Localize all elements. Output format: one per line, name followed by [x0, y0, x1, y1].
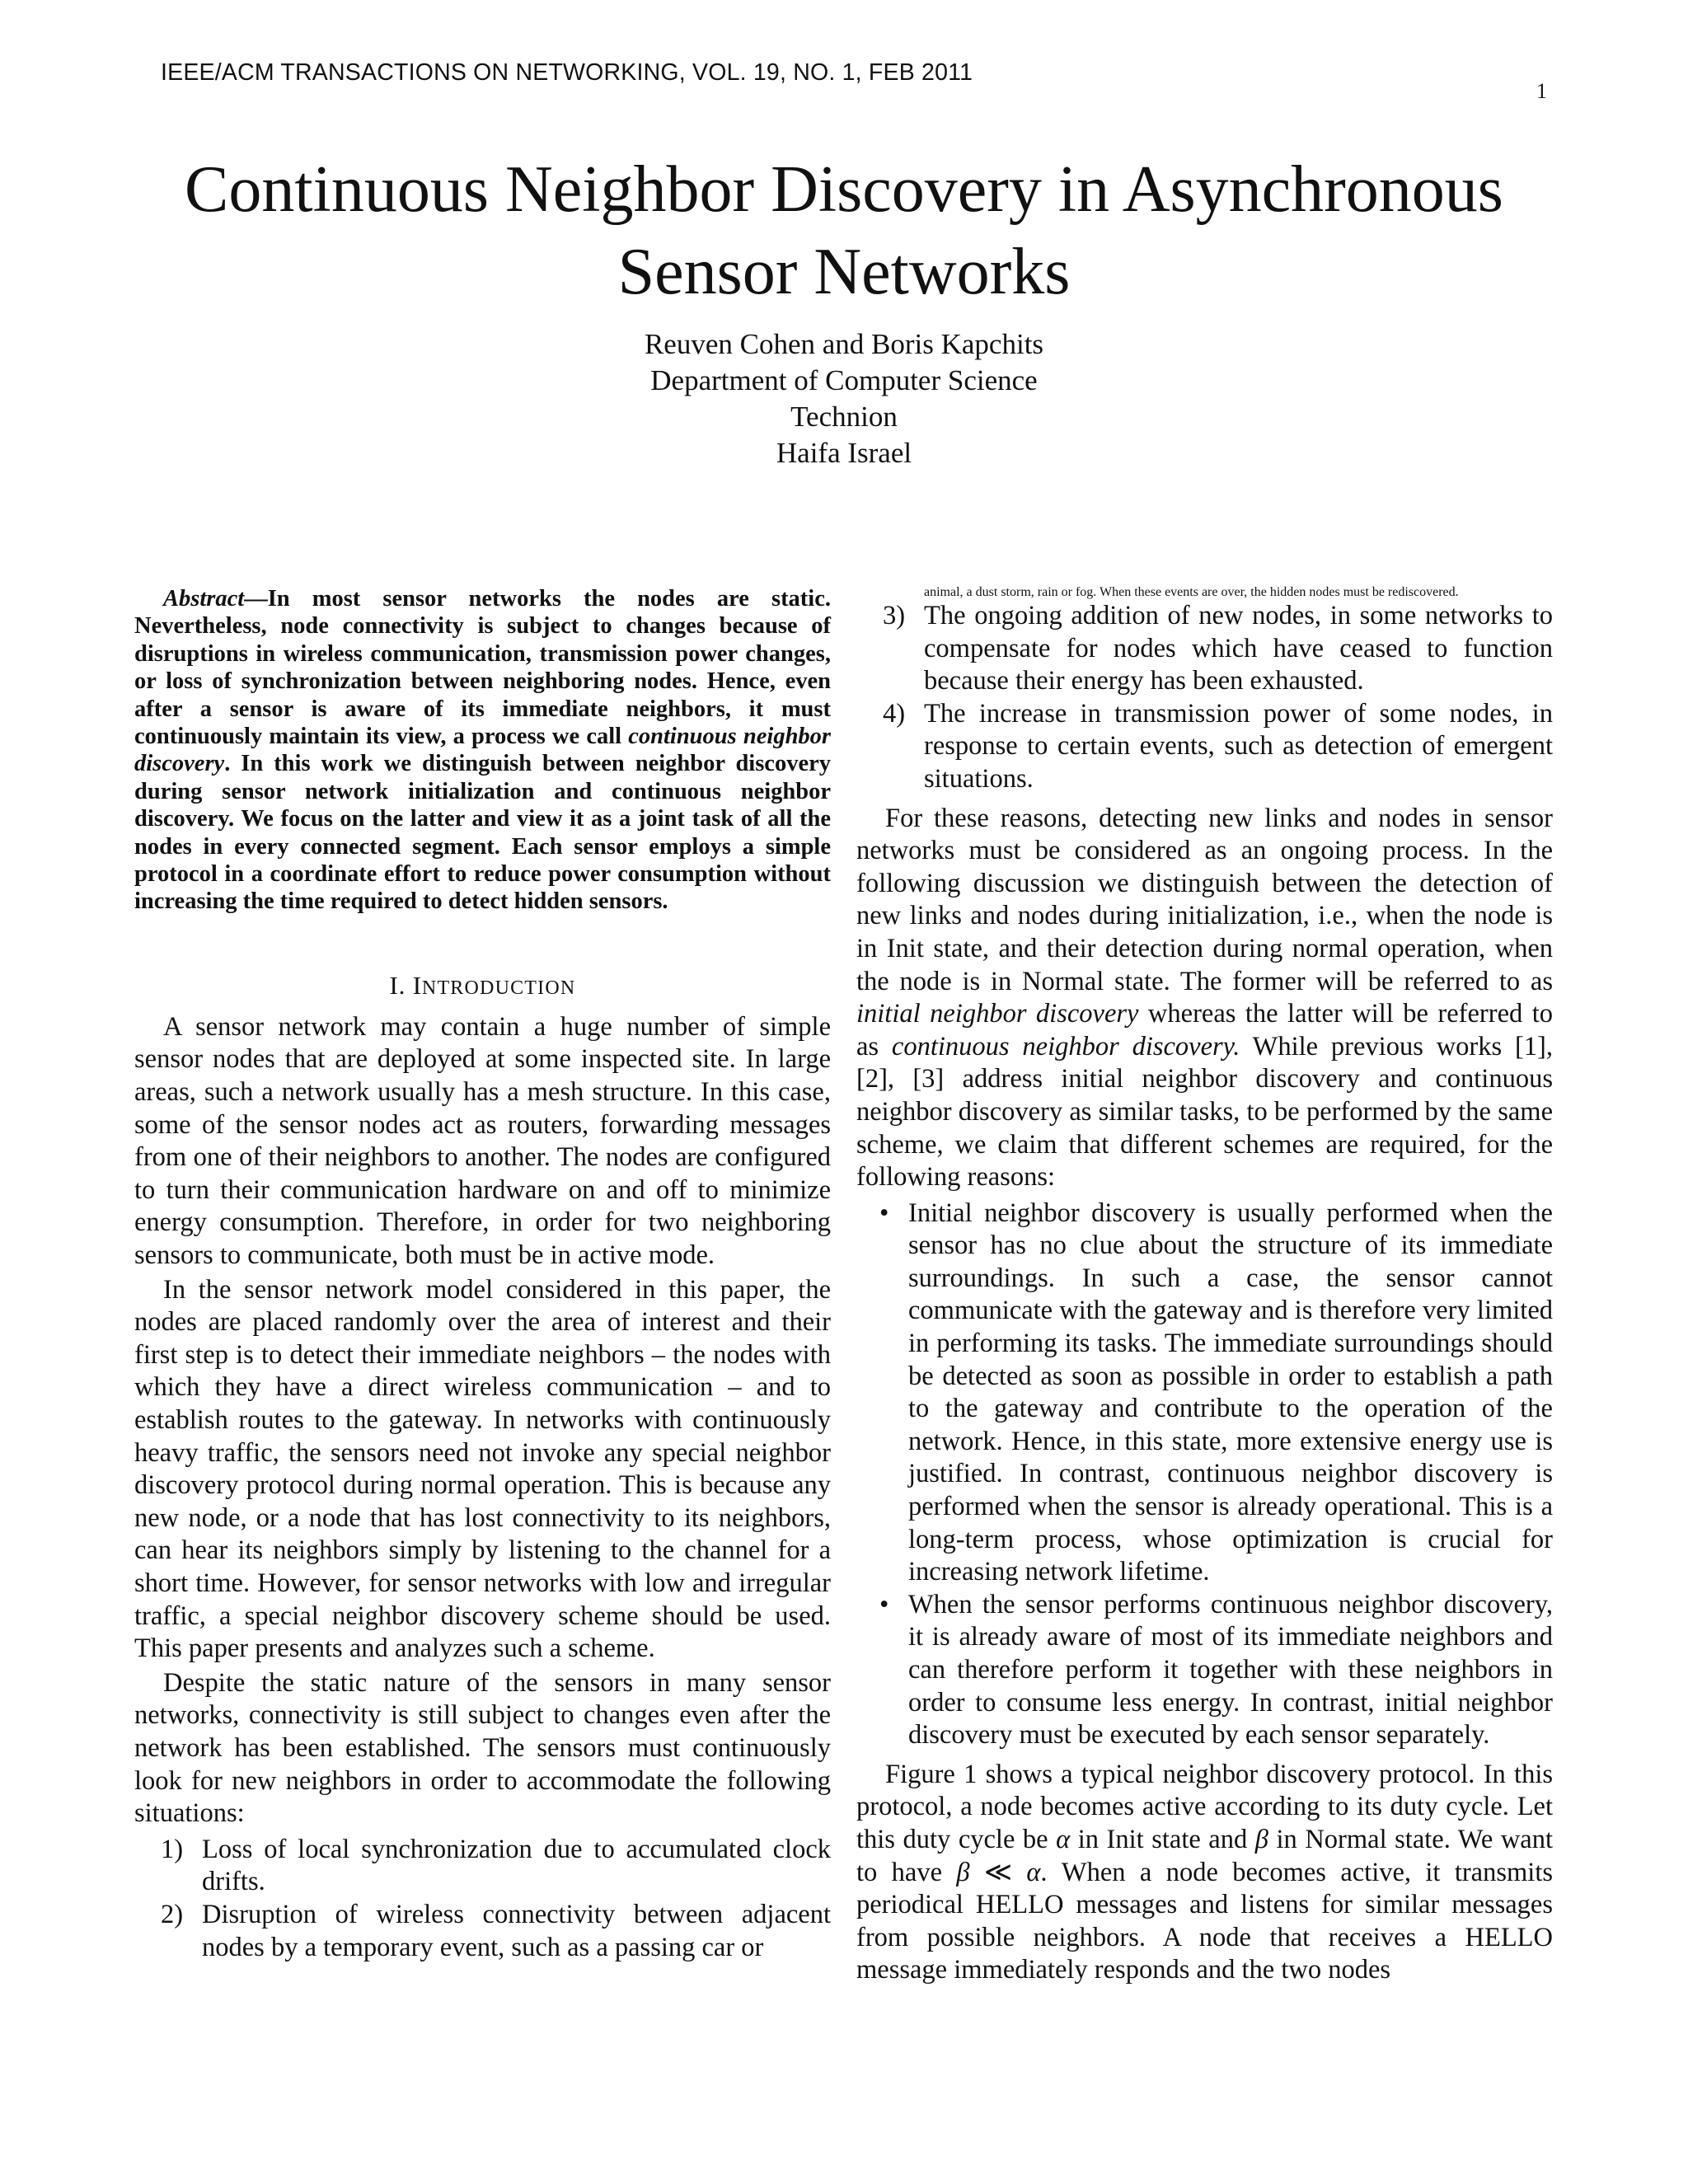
- body-paragraph-figure1: [856, 1759, 1553, 1987]
- intro-paragraph-1: A sensor network may contain a huge number of simple sensor nodes that are deployed at some inspected site. In large areas, such a network usually has a mesh structure. In this case, some of the sensor nodes act as routers, forwarding messages from one of their neighbors to another. The nodes are configured to turn their communication hardware on and off to minimize energy consumption. Therefore, in order for two neighboring sensors to communicate, both must be in active mode.: [134, 1011, 831, 1271]
- abstract-emphasis: continuous neighbor discovery: [134, 724, 832, 777]
- list-item-number: 1): [161, 1834, 184, 1864]
- reasons-bullet-list: [856, 1197, 1553, 1752]
- intro-paragraph-3: Despite the static nature of the sensors in many sensor networks, connectivity is still subject to changes even after the network has been established. The sensors must continuously look for new neighbors in order to accommodate the following situations:: [134, 1667, 831, 1829]
- bullet-text: Initial neighbor discovery is usually performed when the sensor has no clue about the structure of its immediate surroundings. In such a case, the sensor cannot communicate with the gateway and is therefore very limited in performing its tasks. The immediate surroundings should be detected as soon as possible in order to establish a path to the gateway and contribute to the operation of the network. Hence, in this state, more extensive energy use is justified. In contrast, continuous neighbor discovery is performed when the sensor is already operational. This is a long-term process, whose optimization is crucial for increasing network lifetime.: [908, 1197, 1553, 1587]
- reasons-text-c: While previous works [1], [2], [3] address initial neighbor discovery and continuous neighbor discovery as similar tasks, to be performed by the same scheme, we claim that different schemes are required, for the following reasons:: [856, 1031, 1553, 1193]
- alpha-symbol: α: [1026, 1857, 1041, 1887]
- right-column: [856, 585, 1553, 1987]
- list-item-number: 2): [161, 1899, 184, 1929]
- abstract: [134, 585, 831, 916]
- title-line-1: Continuous Neighbor Discovery in Asynchronous: [185, 153, 1503, 226]
- list-item: [856, 698, 1553, 796]
- bullet-item: [856, 1197, 1553, 1589]
- bullet-text: When the sensor performs continuous neighbor discovery, it is already aware of most of its immediate neighbors and can therefore perform it together with these neighbors in order to consume less energy. In contrast, initial neighbor discovery must be executed by each sensor separately.: [908, 1589, 1553, 1750]
- beta-symbol: β: [956, 1857, 970, 1887]
- page-number: 1: [1536, 79, 1547, 103]
- authors: Reuven Cohen and Boris Kapchits: [644, 328, 1044, 360]
- list-item: [134, 1834, 831, 1899]
- list-item-text: The increase in transmission power of some nodes, in response to certain events, such as detection of emergent situations.: [924, 698, 1553, 794]
- figure1-text-b: in Init state and: [1070, 1824, 1255, 1854]
- alpha-symbol: α: [1056, 1824, 1071, 1854]
- list-item-text: The ongoing addition of new nodes, in some networks to compensate for nodes which have ceased to function because their energy has been exhausted.: [924, 601, 1553, 696]
- situations-list-right: [856, 600, 1553, 796]
- affiliation-city: Haifa Israel: [776, 437, 912, 469]
- paper-title: [0, 148, 1688, 313]
- figure1-text-c: in Normal state. We want to have: [856, 1824, 1553, 1887]
- bullet-icon: •: [879, 1589, 889, 1619]
- body-paragraph-reasons: [856, 803, 1553, 1194]
- title-line-2: Sensor Networks: [617, 236, 1071, 308]
- abstract-dash: —: [244, 586, 268, 612]
- figure1-text-a: Figure 1 shows a typical neighbor discovery protocol. In this protocol, a node becomes active according to its duty cycle. Let this duty cycle be: [856, 1759, 1553, 1854]
- intro-paragraph-2: In the sensor network model considered in this paper, the nodes are placed randomly over the area of interest and their first step is to detect their immediate neighbors – the nodes with which they have a direct wireless communication – and to establish routes to the gateway. In networks with continuously heavy traffic, the sensors need not invoke any special neighbor discovery protocol during normal operation. This is because any new node, or a node that has lost connectivity to its neighbors, can hear its neighbors simply by listening to the channel for a short time. However, for sensor networks with low and irregular traffic, a special neighbor discovery scheme should be used. This paper presents and analyzes such a scheme.: [134, 1274, 831, 1664]
- reasons-text-a: For these reasons, detecting new links and nodes in sensor networks must be considered as an ongoing process. In the following discussion we distinguish between the detection of new links and nodes during initialization, i.e., when the node is in Init state, and their detection during normal operation, when the node is in Normal state. The former will be referred to as: [856, 803, 1553, 996]
- running-header: IEEE/ACM TRANSACTIONS ON NETWORKING, VOL. 19, NO. 1, FEB 2011: [161, 59, 973, 86]
- affiliation-institution: Technion: [790, 401, 898, 433]
- affiliation-department: Department of Computer Science: [650, 364, 1038, 396]
- reasons-text-b: whereas the latter will be referred to as: [856, 999, 1553, 1062]
- list-item-number: 4): [883, 698, 906, 729]
- much-less-than-symbol: ≪: [969, 1857, 1027, 1887]
- figure1-text-d: . When a node becomes active, it transmits periodical HELLO messages and listens for similar messages from possible neighbors. A node that receives a HELLO message immediately responds and the two nodes: [856, 1857, 1553, 1985]
- abstract-text-b: . In this work we distinguish between neighbor discovery during sensor network initialization and continuous neighbor discovery. We focus on the latter and view it as a joint task of all the nodes in every connected segment. Each sensor employs a simple protocol in a coordinate effort to reduce power consumption without increasing the time required to detect hidden sensors.: [134, 751, 831, 915]
- continuous-neighbor-discovery-term: continuous neighbor discovery.: [891, 1031, 1240, 1062]
- beta-symbol: β: [1254, 1824, 1268, 1854]
- abstract-lead: Abstract: [163, 586, 245, 612]
- author-block: [0, 326, 1688, 471]
- list-item-text: Loss of local synchronization due to accumulated clock drifts.: [202, 1834, 831, 1897]
- section-heading-introduction: [134, 969, 831, 1005]
- list-item-continuation: animal, a dust storm, rain or fog. When these events are over, the hidden nodes must be rediscovered.: [924, 585, 1459, 599]
- list-item-number: 3): [883, 601, 906, 630]
- initial-neighbor-discovery-term: initial neighbor discovery: [856, 999, 1139, 1029]
- left-column: [134, 585, 831, 1971]
- section-heading-initial: I: [412, 970, 422, 1000]
- section-numeral: I.: [389, 970, 413, 1000]
- list-item-text: Disruption of wireless connectivity between adjacent nodes by a temporary event, such as a passing car or: [202, 1899, 831, 1962]
- abstract-text-a: In most sensor networks the nodes are static. Nevertheless, node connectivity is subject to changes because of disruptions in wireless communication, transmission power changes, or loss of synchronization between neighboring nodes. Hence, even after a sensor is aware of its immediate neighbors, it must continuously maintain its view, a process we call: [134, 586, 831, 750]
- bullet-item: [856, 1589, 1553, 1752]
- bullet-icon: •: [879, 1197, 889, 1228]
- list-item: [134, 1899, 831, 1964]
- section-heading-rest: NTRODUCTION: [421, 977, 576, 999]
- list-item: [856, 600, 1553, 698]
- situations-list-left: [134, 1834, 831, 1964]
